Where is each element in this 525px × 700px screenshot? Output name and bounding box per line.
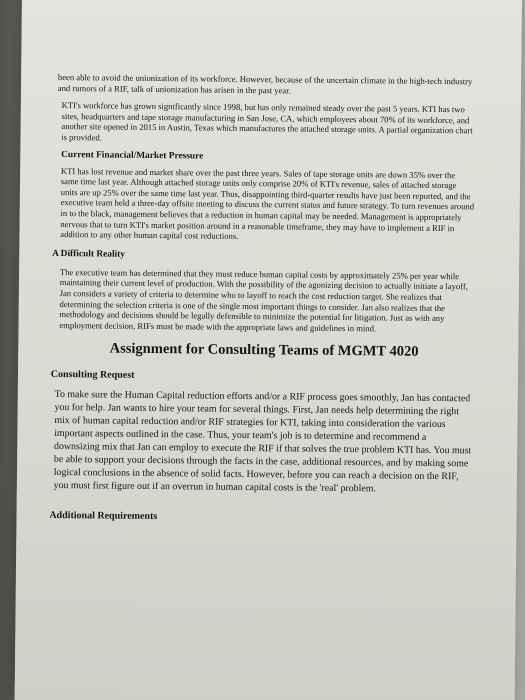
- request-heading: Consulting Request: [50, 369, 135, 382]
- financial-heading: Current Financial/Market Pressure: [61, 149, 204, 162]
- document-page: [49, 72, 476, 526]
- intro-paragraph: been able to avoid the unionization of its workforce. However, because of the uncertain climate in the high-tech industry and rumors of a RIF, talk of unionization has arisen in the past year.: [57, 72, 473, 96]
- reality-paragraph: The executive team has determined that they must reduce human capital costs by approximately 25% per year while maintaining their current level of production. With the possibility of the agonizing decision to actually initiate a layoff, Jan considers a variety of criteria to determine who to layoff to reach the cost reduction target. She realizes that determining the selection criteria is one of the single most important things to consider. Jan also realizes that the methodology and decisions should be legally defensible to minimize the potential for litigation. Just as with any employment decision, RIFs must be made with the appropriate laws and guidelines in mind.: [59, 266, 468, 334]
- financial-paragraph: KTI has lost revenue and market share over the past three years. Sales of tape storage units are down 35% over the same time last year. Although attached storage units only comprise 20% of KTI's revenue, sales of attached storage units are up 25% over the same time last year. Thus, disappointing third-quarter results have just been reported, and the executive team held a three-day offsite meeting to discuss the current status and future strategy. To turn revenues around in to the black, management believes that a reduction in human capital may be needed. Management is appropriately nervous that to turn KTI's market position around in a reasonable timeframe, they may have to implement a RIF in addition to any other human capital cost reductions.: [60, 165, 475, 242]
- workforce-paragraph: KTI's workforce has grown significantly since 1998, but has only remained steady over the past 5 years. KTI has two sites, headquarters and tape storage manufacturing in San Jose, CA, which employees about 70% of its workforce, and another site opened in 2015 in Austin, Texas which manufactures the attached storage units. A partial organization chart is provided.: [61, 100, 473, 143]
- request-paragraph: To make sure the Human Capital reduction efforts and/or a RIF process goes smoothly, Jan has contacted you for help. Jan wants to hire your team for several things. First, Jan needs help determining the right mix of human capital reduction and/or RIF strategies for KTI, taking into consideration the various important aspects outlined in the case. Thus, your team's job is to determine and recommend a downsizing mix that Jan can employ to execute the RIF if that solves the true problem KTI has. You must be able to support your decisions through the facts in the case, additional resources, and by making some logical conclusions in the absence of solid facts. However, before you can reach a decision on the RIF, you must first figure out if an overrun in human capital costs is the 'real' problem.: [53, 389, 472, 495]
- assignment-title: Assignment for Consulting Teams of MGMT 4020: [109, 340, 419, 361]
- reality-heading: A Difficult Reality: [52, 248, 126, 260]
- additional-requirements-heading: Additional Requirements: [49, 510, 158, 523]
